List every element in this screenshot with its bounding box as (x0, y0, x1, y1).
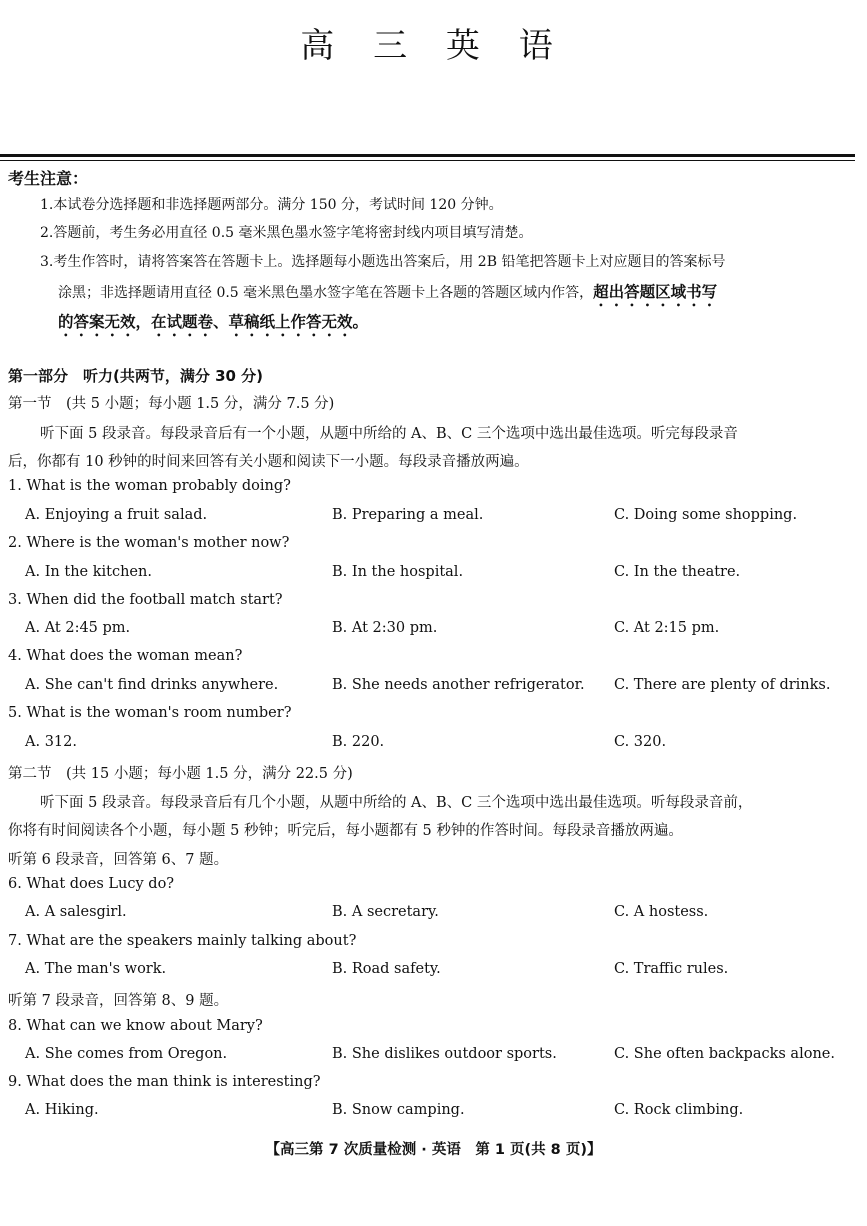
q5-option-c: C. 320. (614, 734, 667, 750)
q7-option-b: B. Road safety. (332, 961, 441, 977)
q8-option-c: C. She often backpacks alone. (614, 1046, 835, 1062)
q9-option-c: C. Rock climbing. (614, 1102, 744, 1118)
section2-instructions-1: 听下面 5 段录音。每段录音后有几个小题，从题中所给的 A、B、C 三个选项中选出最佳选项。听每段录音前， (40, 795, 753, 811)
q2-option-a: A. In the kitchen. (25, 564, 152, 580)
header-rule-thin (0, 160, 855, 161)
question-3: 3. When did the football match start? (8, 592, 283, 608)
q8-option-b: B. She dislikes outdoor sports. (332, 1046, 557, 1062)
q3-option-b: B. At 2:30 pm. (332, 620, 438, 636)
q3-option-a: A. At 2:45 pm. (25, 620, 131, 636)
notice-line-3b-text: 涂黑；非选择题请用直径 0.5 毫米黑色墨水签字笔在答题卡上各题的答题区域内作答， (58, 285, 594, 301)
q1-option-b: B. Preparing a meal. (332, 507, 484, 523)
page-title: 高 三 英 语 (300, 26, 567, 66)
segment-6-instruction: 听第 6 段录音，回答第 6、7 题。 (8, 852, 229, 868)
question-9: 9. What does the man think is interesting? (8, 1074, 321, 1090)
part1-heading: 第一部分 听力(共两节，满分 30 分) (8, 367, 264, 385)
section1-instructions-2: 后，你都有 10 秒钟的时间来回答有关小题和阅读下一小题。每段录音播放两遍。 (8, 454, 529, 470)
question-6: 6. What does Lucy do? (8, 876, 175, 892)
q5-option-b: B. 220. (332, 734, 385, 750)
section1-instructions-1: 听下面 5 段录音。每段录音后有一个小题，从题中所给的 A、B、C 三个选项中选出最佳选项。听完每段录音 (40, 426, 738, 442)
q7-option-a: A. The man's work. (25, 961, 167, 977)
notice-line-2: 2.答题前，考生务必用直径 0.5 毫米黑色墨水签字笔将密封线内项目填写清楚。 (40, 225, 533, 241)
q9-option-b: B. Snow camping. (332, 1102, 465, 1118)
q3-option-c: C. At 2:15 pm. (614, 620, 720, 636)
q2-option-c: C. In the theatre. (614, 564, 741, 580)
section1-heading: 第一节 (共 5 小题；每小题 1.5 分，满分 7.5 分) (8, 396, 335, 412)
question-5: 5. What is the woman's room number? (8, 705, 292, 721)
q6-option-a: A. A salesgirl. (25, 904, 127, 920)
notice-line-3a: 3.考生作答时，请将答案答在答题卡上。选择题每小题选出答案后，用 2B 铅笔把答题卡上对应题目的答案标号 (40, 254, 726, 270)
q4-option-b: B. She needs another refrigerator. (332, 677, 585, 693)
notice-line-3b (58, 280, 717, 310)
q4-option-a: A. She can't find drinks anywhere. (25, 677, 279, 693)
header-rule-thick (0, 154, 855, 157)
page-footer: 【高三第 7 次质量检测 · 英语 第 1 页(共 8 页)】 (265, 1142, 602, 1158)
q4-option-c: C. There are plenty of drinks. (614, 677, 831, 693)
q7-option-c: C. Traffic rules. (614, 961, 729, 977)
section2-instructions-2: 你将有时间阅读各个小题，每小题 5 秒钟；听完后，每小题都有 5 秒钟的作答时间。每段录音播放两遍。 (8, 823, 683, 839)
segment-7-instruction: 听第 7 段录音，回答第 8、9 题。 (8, 993, 229, 1009)
notice-heading: 考生注意： (8, 169, 89, 188)
q6-option-c: C. A hostess. (614, 904, 709, 920)
q9-option-a: A. Hiking. (25, 1102, 99, 1118)
question-1: 1. What is the woman probably doing? (8, 478, 291, 494)
q2-option-b: B. In the hospital. (332, 564, 464, 580)
section2-heading: 第二节 (共 15 小题；每小题 1.5 分，满分 22.5 分) (8, 766, 353, 782)
q5-option-a: A. 312. (25, 734, 77, 750)
q1-option-c: C. Doing some shopping. (614, 507, 798, 523)
question-7: 7. What are the speakers mainly talking about? (8, 933, 357, 949)
question-4: 4. What does the woman mean? (8, 648, 243, 664)
notice-line-1: 1.本试卷分选择题和非选择题两部分。满分 150 分，考试时间 120 分钟。 (40, 197, 503, 213)
notice-emphasis-1: 超出答题区域书写 (593, 283, 718, 301)
question-8: 8. What can we know about Mary? (8, 1018, 263, 1034)
q1-option-a: A. Enjoying a fruit salad. (25, 507, 208, 523)
q6-option-b: B. A secretary. (332, 904, 439, 920)
question-2: 2. Where is the woman's mother now? (8, 535, 290, 551)
q8-option-a: A. She comes from Oregon. (25, 1046, 228, 1062)
notice-emphasis-2: 的答案无效，在试题卷、草稿纸上作答无效。 (58, 313, 369, 331)
